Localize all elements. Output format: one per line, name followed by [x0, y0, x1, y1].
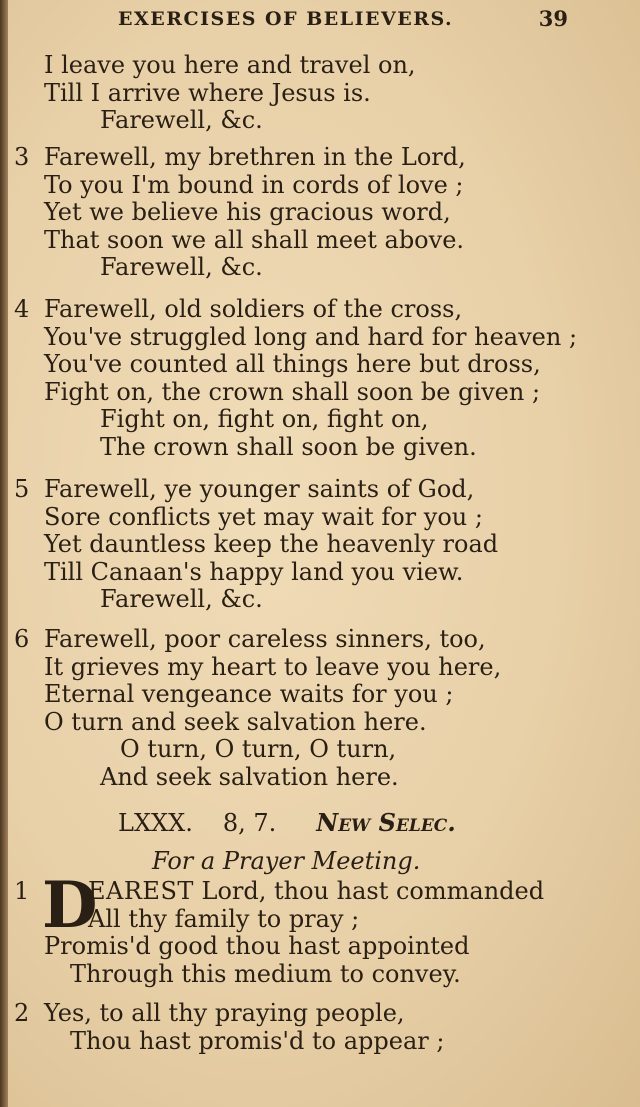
refrain-line: Fight on, fight on, fight on, [100, 405, 429, 433]
verse-line: To you I'm bound in cords of love ; [44, 170, 464, 199]
drop-cap: D [42, 868, 98, 943]
verse-line: 4 Farewell, old soldiers of the cross, [14, 295, 463, 323]
stanza-6 [0, 626, 640, 791]
verse-line: 6 Farewell, poor careless sinners, too, [14, 625, 486, 653]
stanza-3 [0, 144, 640, 282]
page-number: 39 [538, 6, 568, 31]
refrain-line: The crown shall soon be given. [100, 432, 477, 461]
stanza-number: 4 [14, 295, 30, 323]
running-head: EXERCISES OF BELIEVERS. [118, 8, 454, 30]
verse-line: Fight on, the crown shall soon be given ; [44, 377, 541, 406]
verse-line: O turn and seek salvation here. [44, 707, 427, 736]
verse-line: That soon we all shall meet above. [44, 225, 465, 254]
stanza-number: 3 [14, 143, 30, 171]
stanza-continuation [0, 52, 640, 135]
refrain-line: And seek salvation here. [100, 762, 399, 791]
verse-line: 1 EAREST Lord, thou hast commanded [14, 877, 545, 905]
verse-line: Yet we believe his gracious word, [44, 198, 451, 226]
verse-line: 5 Farewell, ye younger saints of God, [14, 475, 475, 503]
verse-line: You've struggled long and hard for heaven ; [44, 322, 578, 351]
verse-line: You've counted all things here but dross, [44, 350, 541, 378]
stanza-number: 1 [14, 877, 30, 905]
stanza-5 [0, 476, 640, 614]
hymn-stanza-2 [0, 1000, 640, 1055]
hymn-heading [118, 808, 578, 838]
hymn-title: For a Prayer Meeting. [152, 847, 421, 875]
verse-line: Till I arrive where Jesus is. [44, 78, 371, 107]
stanza-number: 6 [14, 625, 30, 653]
refrain-line: O turn, O turn, O turn, [120, 735, 397, 763]
verse-line: It grieves my heart to leave you here, [44, 652, 502, 681]
refrain-line: Farewell, &c. [100, 253, 263, 281]
verse-line: All thy family to pray ; [88, 904, 360, 933]
stanza-4 [0, 296, 640, 461]
verse-line: 2 Yes, to all thy praying people, [14, 999, 405, 1027]
hymn-number: LXXX. [118, 809, 193, 837]
refrain-line: Farewell, &c. [100, 585, 263, 613]
verse-line: Thou hast promis'd to appear ; [70, 1026, 445, 1055]
verse-line: I leave you here and travel on, [44, 51, 416, 79]
verse-line: Through this medium to convey. [70, 959, 461, 988]
verse-line: Till Canaan's happy land you view. [44, 557, 464, 586]
verse-line: Yet dauntless keep the heavenly road [44, 530, 499, 558]
verse-line: Promis'd good thou hast appointed [44, 932, 470, 960]
refrain-line: Farewell, &c. [100, 106, 263, 134]
stanza-number: 2 [14, 999, 30, 1027]
verse-line: 3 Farewell, my brethren in the Lord, [14, 143, 466, 171]
verse-line: Eternal vengeance waits for you ; [44, 680, 454, 708]
hymn-meter: 8, 7. [222, 809, 277, 837]
verse-line: Sore conflicts yet may wait for you ; [44, 502, 483, 531]
hymn-stanza-1 [0, 878, 640, 988]
stanza-number: 5 [14, 475, 30, 503]
hymn-source: New Selec. [316, 808, 456, 837]
page-header [118, 6, 568, 38]
